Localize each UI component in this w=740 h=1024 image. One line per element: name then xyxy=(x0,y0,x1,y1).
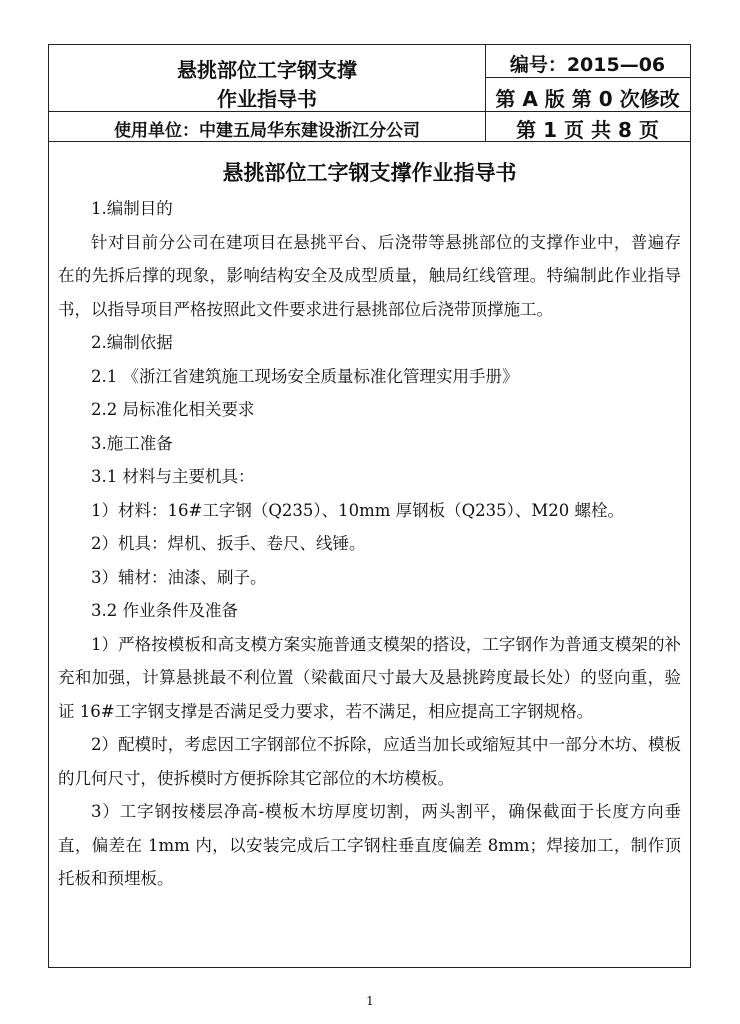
subsection-heading: 3.1 材料与主要机具： xyxy=(91,467,255,486)
document-frame xyxy=(48,44,691,968)
section-heading: 2.编制依据 xyxy=(91,333,173,352)
page-number: 1 xyxy=(366,994,374,1008)
document-body xyxy=(58,192,681,896)
page-count: 第 1 页 共 8 页 xyxy=(516,118,659,142)
paragraph: 2.2 局标准化相关要求 xyxy=(91,400,255,419)
list-item: 1）严格按模板和高支模方案实施普通支模架的搭设，工字钢作为普通支模架的补充和加强，计算悬挑最不利位置（梁截面尺寸最大及悬挑跨度最长处）的竖向重，验证 16#工字钢支撑是否满足受力要求，若不满足，相应提高工字钢规格。 xyxy=(58,634,681,721)
list-item: 2）机具：焊机、扳手、卷尺、线锤。 xyxy=(91,534,366,553)
header-divider-right-mid xyxy=(485,77,690,78)
list-item: 2）配模时，考虑因工字钢部位不拆除，应适当加长或缩短其中一部分木坊、模板的几何尺寸，使拆模时方便拆除其它部位的木坊模板。 xyxy=(58,735,681,788)
revision: 第 A 版 第 0 次修改 xyxy=(495,87,680,111)
using-unit: 使用单位：中建五局华东建设浙江分公司 xyxy=(114,121,420,141)
list-item: 3）工字钢按楼层净高-模板木坊厚度切割，两头割平，确保截面于长度方向垂直，偏差在 1mm 内，以安装完成后工字钢柱垂直度偏差 8mm；焊接加工，制作顶托板和预埋板。 xyxy=(58,802,681,888)
doc-number: 编号：2015—06 xyxy=(509,54,666,76)
header-title-line2: 作业指导书 xyxy=(217,87,317,111)
document-title: 悬挑部位工字钢支撑作业指导书 xyxy=(222,161,517,185)
subsection-heading: 3.2 作业条件及准备 xyxy=(91,601,238,620)
section-heading: 1.编制目的 xyxy=(91,199,173,218)
list-item: 3）辅材：油漆、刷子。 xyxy=(91,567,267,587)
header-title-line1: 悬挑部位工字钢支撑 xyxy=(177,58,357,82)
section-heading: 3.施工准备 xyxy=(91,433,173,453)
paragraph: 2.1 《浙江省建筑施工现场安全质量标准化管理实用手册》 xyxy=(91,366,519,386)
list-item: 1）材料：16#工字钢（Q235）、10mm 厚钢板（Q235）、M20 螺栓。 xyxy=(91,500,625,520)
paragraph: 针对目前分公司在建项目在悬挑平台、后浇带等悬挑部位的支撑作业中，普遍存在的先拆后撑的现象，影响结构安全及成型质量，触局红线管理。特编制此作业指导书，以指导项目严格按照此文件要求进行悬挑部位后浇带顶撑施工。 xyxy=(58,232,681,319)
